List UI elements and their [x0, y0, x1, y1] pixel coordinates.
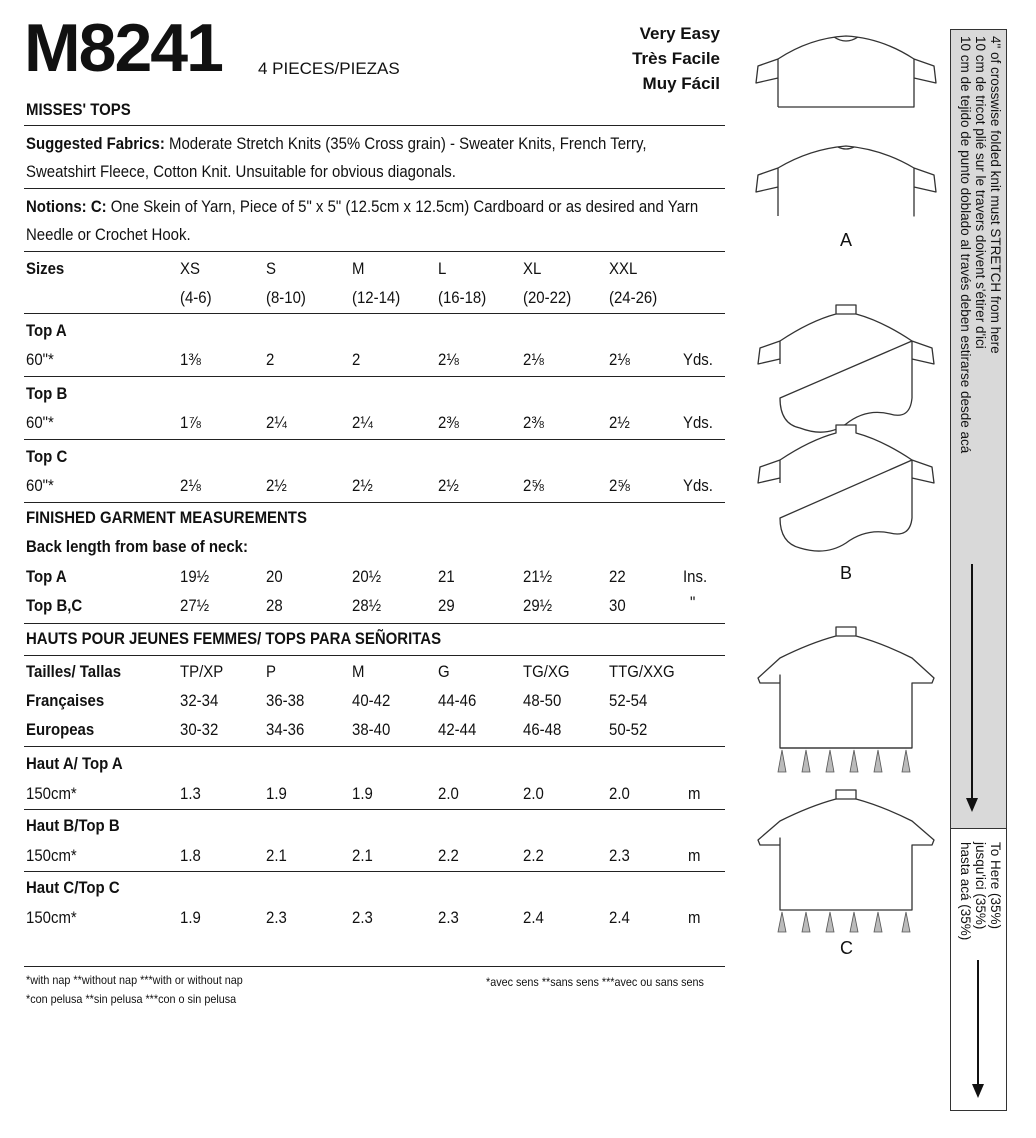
- metric-size: TP/XP: [180, 662, 224, 681]
- yardage-value: 1⅜: [180, 350, 201, 369]
- europeas-size: 42-44: [438, 720, 477, 739]
- metric-value: 2.4: [609, 908, 630, 927]
- yardage-value: 1⅞: [180, 413, 201, 432]
- finished-label-top-a: Top A: [26, 567, 67, 586]
- gauge-arrowhead-icon: [966, 798, 978, 812]
- metric-value: 1.9: [180, 908, 201, 927]
- divider: [24, 655, 725, 656]
- yardage-value: 2¼: [352, 413, 373, 432]
- metric-unit: m: [688, 846, 701, 865]
- fabric-width: 60"*: [26, 350, 54, 369]
- divider: [24, 966, 725, 967]
- gauge-bottom-line-1: To Here (35%): [988, 842, 1003, 930]
- size-name: XXL: [609, 259, 638, 278]
- section-title: MISSES' TOPS: [26, 100, 131, 119]
- size-name: XL: [523, 259, 542, 278]
- view-b-front-drawing: [758, 305, 934, 432]
- metric-width: 150cm*: [26, 846, 77, 865]
- size-range: (12-14): [352, 288, 401, 307]
- size-range: (24-26): [609, 288, 658, 307]
- metric-heading: HAUTS POUR JEUNES FEMMES/ TOPS PARA SEÑORITAS: [26, 629, 442, 648]
- francaises-size: 40-42: [352, 691, 391, 710]
- difficulty-fr: Très Facile: [632, 49, 720, 68]
- europeas-label: Europeas: [26, 720, 95, 739]
- gauge-top-line-3: 10 cm de tejido de punto doblado al través deben estirarse desde acá: [958, 36, 973, 454]
- yardage-unit: Yds.: [683, 350, 713, 369]
- metric-value: 2.2: [523, 846, 544, 865]
- yardage-value: 2½: [609, 413, 630, 432]
- metric-size: G: [438, 662, 450, 681]
- yardage-value: 2⅛: [609, 350, 630, 369]
- finished-value: 29: [438, 596, 455, 615]
- size-range: (8-10): [266, 288, 306, 307]
- metric-size: TG/XG: [523, 662, 570, 681]
- metric-unit: m: [688, 784, 701, 803]
- notions-text-1: One Skein of Yarn, Piece of 5" x 5" (12.5cm x 12.5cm) Cardboard or as desired and Yarn: [106, 197, 699, 216]
- metric-value: 1.3: [180, 784, 201, 803]
- metric-value: 1.8: [180, 846, 201, 865]
- footnote-es: *con pelusa **sin pelusa ***con o sin pelusa: [26, 992, 237, 1006]
- yardage-unit: Yds.: [683, 413, 713, 432]
- garment-illustrations: [750, 28, 946, 970]
- francaises-size: 48-50: [523, 691, 562, 710]
- metric-value: 2.2: [438, 846, 459, 865]
- size-range: (20-22): [523, 288, 572, 307]
- metric-size: P: [266, 662, 276, 681]
- view-c-back-drawing: [758, 790, 934, 910]
- finished-value: 28½: [352, 596, 382, 615]
- francaises-label: Françaises: [26, 691, 105, 710]
- finished-value: 30: [609, 596, 626, 615]
- metric-size: TTG/XXG: [609, 662, 675, 681]
- size-name: L: [438, 259, 447, 278]
- notions-line-2: Needle or Crochet Hook.: [26, 225, 191, 244]
- sizes-label: Sizes: [26, 259, 65, 278]
- finished-value: 27½: [180, 596, 210, 615]
- finished-heading: FINISHED GARMENT MEASUREMENTS: [26, 508, 307, 527]
- footnote-en: *with nap **without nap ***with or without nap: [26, 973, 243, 987]
- divider: [24, 376, 725, 377]
- yardage-label-top-a: Top A: [26, 321, 67, 340]
- divider: [24, 251, 725, 252]
- francaises-size: 52-54: [609, 691, 648, 710]
- gauge-bottom-line-2: jusqu'ici (35%): [973, 842, 988, 930]
- metric-value: 2.3: [266, 908, 287, 927]
- metric-value: 1.9: [352, 784, 373, 803]
- pattern-number: M8241: [24, 10, 222, 86]
- yardage-value: 2⅝: [523, 476, 544, 495]
- finished-value: 21½: [523, 567, 553, 586]
- fabrics-line-1: [26, 134, 647, 154]
- tassels-front: [778, 750, 910, 772]
- yardage-value: 2⅛: [438, 350, 459, 369]
- size-range: (4-6): [180, 288, 212, 307]
- divider: [24, 623, 725, 624]
- gauge-arrowhead-icon: [972, 1084, 984, 1098]
- size-name: S: [266, 259, 276, 278]
- yardage-unit: Yds.: [683, 476, 713, 495]
- finished-label-top-bc: Top B,C: [26, 596, 83, 615]
- francaises-size: 32-34: [180, 691, 219, 710]
- gauge-bottom-line-3: hasta acá (35%): [958, 842, 973, 941]
- metric-label-haut-b: Haut B/Top B: [26, 816, 120, 835]
- yardage-value: 2⅛: [523, 350, 544, 369]
- yardage-value: 2: [352, 350, 361, 369]
- size-name: XS: [180, 259, 200, 278]
- yardage-value: 2⅝: [609, 476, 630, 495]
- metric-value: 2.3: [609, 846, 630, 865]
- divider: [24, 809, 725, 810]
- view-b-back-drawing: [758, 425, 934, 551]
- finished-value: 20½: [352, 567, 382, 586]
- metric-sizes-label: Tailles/ Tallas: [26, 662, 122, 681]
- difficulty-es: Muy Fácil: [642, 74, 720, 93]
- metric-width: 150cm*: [26, 784, 77, 803]
- view-label-c: C: [840, 938, 853, 958]
- francaises-size: 44-46: [438, 691, 477, 710]
- gauge-arrow-down-icon: [971, 564, 973, 800]
- gauge-top-line-1: 4" of crosswise folded knit must STRETCH from here: [988, 36, 1003, 354]
- fabrics-text-1: Moderate Stretch Knits (35% Cross grain) - Sweater Knits, French Terry,: [164, 134, 647, 153]
- metric-size: M: [352, 662, 365, 681]
- finished-unit: Ins.: [683, 567, 708, 586]
- divider: [24, 502, 725, 503]
- finished-value: 19½: [180, 567, 210, 586]
- fabrics-label: Suggested Fabrics:: [26, 134, 165, 153]
- europeas-size: 34-36: [266, 720, 305, 739]
- metric-label-haut-c: Haut C/Top C: [26, 878, 120, 897]
- finished-value: 22: [609, 567, 626, 586]
- metric-width: 150cm*: [26, 908, 77, 927]
- finished-value: 28: [266, 596, 283, 615]
- stretch-gauge: [950, 29, 1007, 1111]
- gauge-top-line-2: 10 cm de tricot plié sur le travers doivent s'étirer d'ici: [973, 36, 988, 349]
- divider: [24, 871, 725, 872]
- yardage-value: 2¼: [266, 413, 287, 432]
- yardage-value: 2½: [266, 476, 287, 495]
- view-label-b: B: [840, 563, 853, 583]
- francaises-size: 36-38: [266, 691, 305, 710]
- metric-value: 1.9: [266, 784, 287, 803]
- yardage-value: 2½: [352, 476, 373, 495]
- fabric-width: 60"*: [26, 413, 54, 432]
- metric-value: 2.0: [609, 784, 630, 803]
- yardage-value: 2⅜: [523, 413, 544, 432]
- divider: [24, 188, 725, 189]
- finished-value: 29½: [523, 596, 553, 615]
- metric-value: 2.0: [523, 784, 544, 803]
- finished-unit: ": [690, 593, 696, 612]
- metric-value: 2.3: [352, 908, 373, 927]
- divider: [24, 125, 725, 126]
- pieces-count: 4 PIECES/PIEZAS: [258, 59, 400, 78]
- view-a-back-drawing: [756, 146, 936, 216]
- metric-value: 2.1: [266, 846, 287, 865]
- europeas-size: 38-40: [352, 720, 391, 739]
- finished-value: 21: [438, 567, 455, 586]
- gauge-arrow-down-icon: [977, 960, 979, 1086]
- metric-value: 2.3: [438, 908, 459, 927]
- difficulty-en: Very Easy: [639, 24, 720, 43]
- divider: [24, 313, 725, 314]
- size-name: M: [352, 259, 365, 278]
- fabric-width: 60"*: [26, 476, 54, 495]
- yardage-value: 2⅜: [438, 413, 459, 432]
- yardage-label-top-b: Top B: [26, 384, 68, 403]
- tassels-back: [778, 912, 910, 932]
- divider: [24, 746, 725, 747]
- finished-value: 20: [266, 567, 283, 586]
- fabrics-line-2: Sweatshirt Fleece, Cotton Knit. Unsuitable for obvious diagonals.: [26, 162, 456, 181]
- footnote-fr: *avec sens **sans sens ***avec ou sans sens: [486, 975, 704, 989]
- metric-value: 2.4: [523, 908, 544, 927]
- metric-value: 2.1: [352, 846, 373, 865]
- notions-line-1: [26, 197, 698, 217]
- divider: [24, 439, 725, 440]
- europeas-size: 50-52: [609, 720, 648, 739]
- europeas-size: 46-48: [523, 720, 562, 739]
- view-label-a: A: [840, 230, 853, 250]
- finished-subheading: Back length from base of neck:: [26, 537, 248, 556]
- yardage-value: 2½: [438, 476, 459, 495]
- metric-label-haut-a: Haut A/ Top A: [26, 754, 123, 773]
- yardage-value: 2: [266, 350, 275, 369]
- yardage-label-top-c: Top C: [26, 447, 68, 466]
- view-c-front-drawing: [758, 627, 934, 748]
- notions-label: Notions: C:: [26, 197, 107, 216]
- yardage-value: 2⅛: [180, 476, 201, 495]
- europeas-size: 30-32: [180, 720, 219, 739]
- metric-value: 2.0: [438, 784, 459, 803]
- view-a-front-drawing: [756, 36, 936, 107]
- size-range: (16-18): [438, 288, 487, 307]
- metric-unit: m: [688, 908, 701, 927]
